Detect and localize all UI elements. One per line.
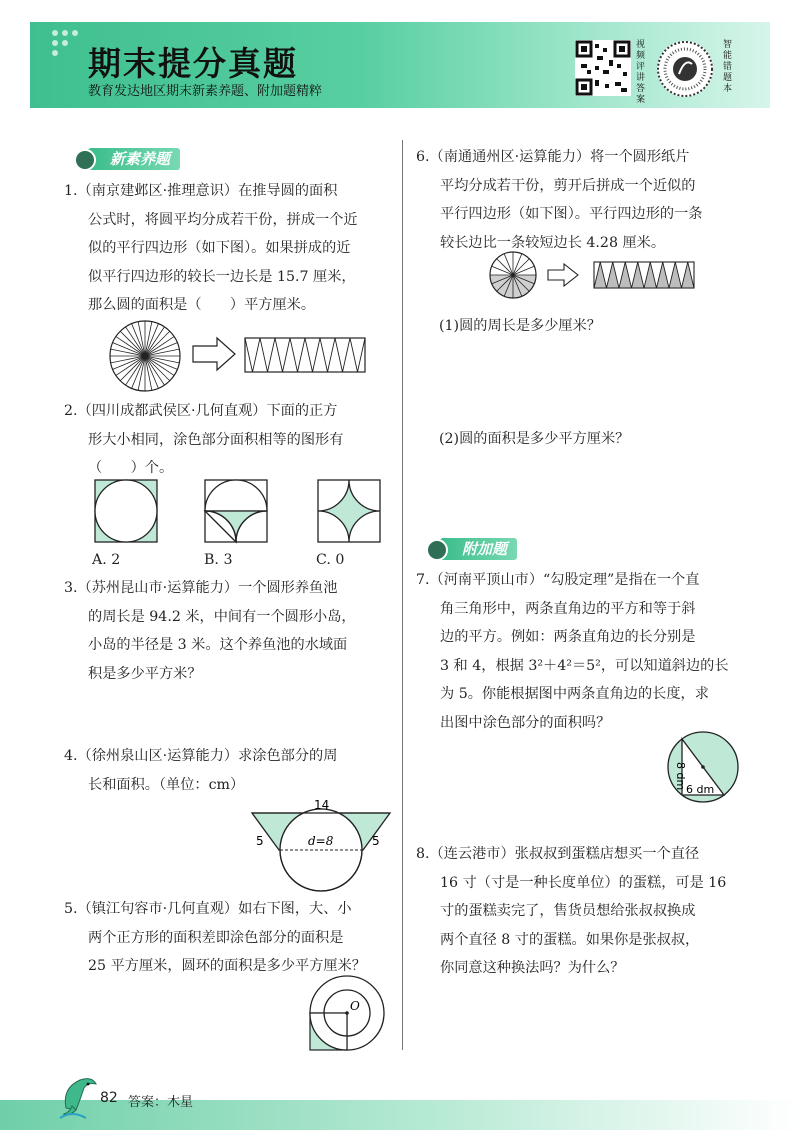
q3-line: 积是多少平方米？ <box>88 665 202 682</box>
q1-line: 公式时，将圆平均分成若干份，拼成一个近 <box>88 211 358 228</box>
q2-figures <box>90 478 390 552</box>
q4-label-top: 14 <box>314 800 330 812</box>
q7-line: 为 5。你能根据图中两条直角边的长度，求 <box>440 686 709 702</box>
q8-line: 8.（连云港市）张叔叔到蛋糕店想买一个直径 <box>416 846 700 862</box>
q8-line: 16 寸（寸是一种长度单位）的蛋糕，可是 16 <box>440 874 727 891</box>
q6-line: 6.（南通通州区·运算能力）将一个圆形纸片 <box>416 149 690 165</box>
square-a <box>95 480 157 542</box>
q5-figure <box>305 973 387 1059</box>
shaded-sectored-circle <box>490 252 536 298</box>
q4-label-right: 5 <box>372 834 380 848</box>
page-subtitle: 教育发达地区期末新素养题、附加题精粹 <box>88 84 323 99</box>
q6-figure <box>488 250 700 304</box>
footer-band <box>0 1100 800 1130</box>
question-6 <box>416 143 766 257</box>
page-number: 82 <box>100 1090 118 1106</box>
q6-sub1: (1)圆的周长是多少厘米？ <box>439 318 601 334</box>
square-b <box>205 480 267 542</box>
parallelogram-figure-shaded <box>594 262 694 288</box>
q2-option-b: B. 3 <box>204 552 233 568</box>
section-tag-new-literacy <box>88 148 180 170</box>
q3-line: 的周长是 94.2 米，中间有一个圆形小岛， <box>88 608 356 625</box>
question-1 <box>64 177 399 320</box>
q1-line: 那么圆的面积是（ ）平方厘米。 <box>88 297 316 313</box>
q6-sub2: (2)圆的面积是多少平方厘米？ <box>439 431 630 447</box>
q2-option-a: A. 2 <box>92 552 121 568</box>
parallelogram-figure <box>245 338 365 372</box>
square-c <box>318 480 380 542</box>
q2-line: 2.（四川成都武侯区·几何直观）下面的正方 <box>64 403 338 419</box>
q6-line: 平均分成若干份，剪开后拼成一个近似的 <box>440 177 696 194</box>
q8-line: 你同意这种换法吗？为什么？ <box>440 960 625 976</box>
q4-line: 长和面积。（单位：cm） <box>88 776 245 793</box>
q8-line: 两个直径 8 寸的蛋糕。如果你是张叔叔， <box>440 931 700 948</box>
q4-label-diameter: d=8 <box>308 834 334 848</box>
q5-line: 5.（镇江句容市·几何直观）如右下图，大、小 <box>64 901 352 917</box>
q7-line: 出图中涂色部分的面积吗？ <box>440 714 611 731</box>
qr-code-mistakes[interactable] <box>656 40 714 98</box>
answer-hint: 答案：木星 <box>128 1095 194 1110</box>
q1-line: 似平行四边形的较长一边长是 15.7 厘米， <box>88 268 356 285</box>
q7-line: 角三角形中，两条直角边的平方和等于斜 <box>440 600 696 617</box>
qr-code-video[interactable] <box>575 40 631 96</box>
q5-line: 两个正方形的面积差即涂色部分的面积是 <box>88 929 344 946</box>
q2-line: （ ）个。 <box>88 460 174 476</box>
q7-figure <box>660 728 750 812</box>
q5-line: 25 平方厘米，圆环的面积是多少平方厘米？ <box>88 958 366 974</box>
q4-label-left: 5 <box>256 834 264 848</box>
column-divider <box>402 140 403 1050</box>
q1-line: 1.（南京建邺区·推理意识）在推导圆的面积 <box>64 183 338 199</box>
section-tag-label: 新素养题 <box>110 150 171 168</box>
section-tag-bonus <box>440 538 517 560</box>
header-decoration <box>50 28 80 62</box>
qr-label-video: 视频评讲答案 <box>636 40 646 105</box>
question-3 <box>64 574 399 688</box>
q7-line: 7.（河南平顶山市）“勾股定理”是指在一个直 <box>416 572 700 588</box>
question-2 <box>64 397 399 483</box>
q5-label-o: O <box>350 999 360 1013</box>
qr-label-mistakes: 智能错题本 <box>723 40 733 94</box>
q7-line: 边的平方。例如：两条直角边的长分别是 <box>440 629 696 645</box>
medal-icon <box>74 149 96 171</box>
q6-line: 平行四边形（如下图）。平行四边形的一条 <box>440 206 703 222</box>
page-title: 期末提分真题 <box>88 44 298 83</box>
dolphin-icon <box>58 1070 100 1124</box>
q7-label-vertical: 8 dm <box>674 762 687 791</box>
q7-label-horizontal: 6 dm <box>686 783 715 796</box>
q1-figure <box>105 318 385 402</box>
q1-line: 似的平行四边形（如下图）。如果拼成的近 <box>88 240 351 256</box>
q4-line: 4.（徐州泉山区·运算能力）求涂色部分的周 <box>64 748 338 764</box>
q7-line: 3 和 4，根据 3²＋4²＝5²，可以知道斜边的长 <box>440 657 729 674</box>
sectored-circle <box>110 321 180 391</box>
arrow-icon <box>548 264 578 286</box>
arrow-icon <box>193 338 235 370</box>
question-8 <box>416 840 766 983</box>
q6-line: 较长边比一条较短边长 4.28 厘米。 <box>440 234 666 251</box>
question-5 <box>64 895 399 981</box>
q2-option-c: C. 0 <box>316 552 345 568</box>
q2-line: 形大小相同，涂色部分面积相等的图形有 <box>88 431 344 448</box>
q8-line: 寸的蛋糕卖完了，售货员想给张叔叔换成 <box>440 903 696 919</box>
q4-figure <box>250 800 400 899</box>
medal-icon <box>426 539 448 561</box>
section-tag-label: 附加题 <box>462 540 508 558</box>
q3-line: 小岛的半径是 3 米。这个养鱼池的水域面 <box>88 637 348 653</box>
q3-line: 3.（苏州昆山市·运算能力）一个圆形养鱼池 <box>64 580 338 596</box>
question-4 <box>64 742 399 799</box>
question-7 <box>416 566 766 737</box>
